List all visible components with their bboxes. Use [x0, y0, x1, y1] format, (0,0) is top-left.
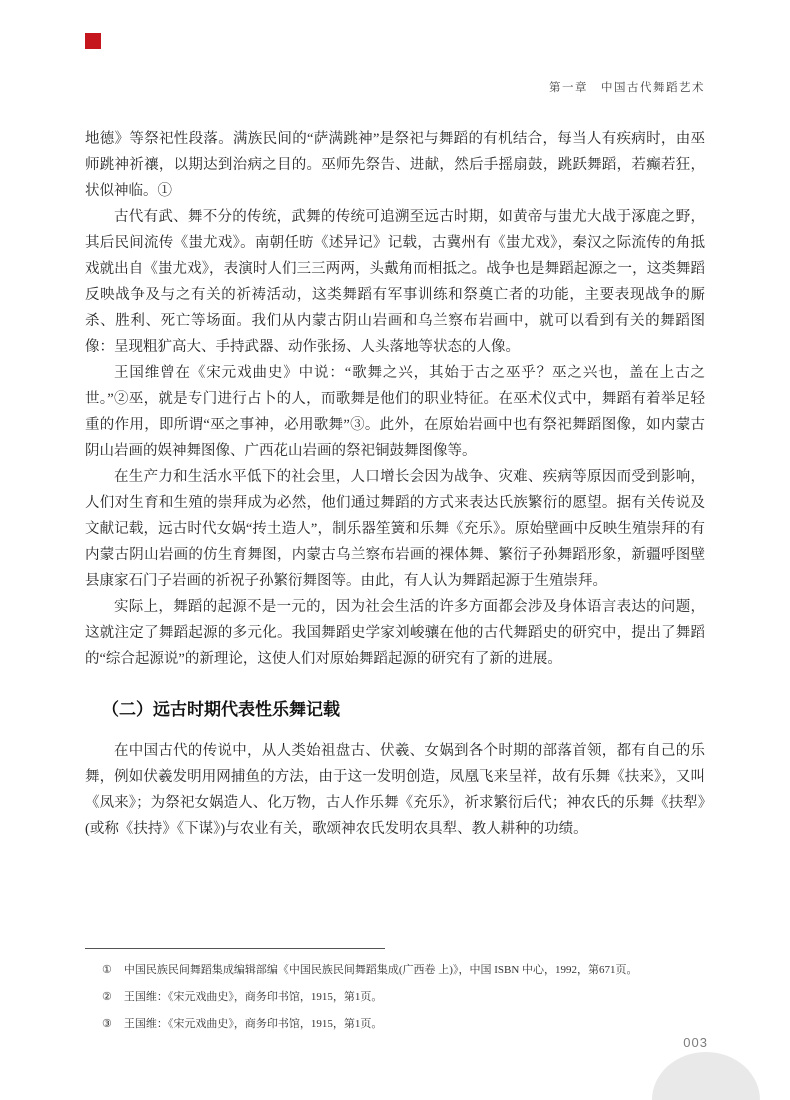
footnote-text: 中国民族民间舞蹈集成编辑部编《中国民族民间舞蹈集成(广西卷 上)》，中国 ISBN 中心，1992，第671页。: [123, 964, 638, 976]
body-paragraph: 地德》等祭祀性段落。满族民间的“萨满跳神”是祭祀与舞蹈的有机结合，每当人有疾病时，由巫师跳神祈禳，以期达到治病之目的。巫师先祭告、进献，然后手摇扇鼓，跳跃舞蹈，若癫若狂，状似神临。①: [85, 131, 705, 199]
body-paragraph: 在中国古代的传说中，从人类始祖盘古、伏羲、女娲到各个时期的部落首领，都有自己的乐舞，例如伏羲发明用网捕鱼的方法，由于这一发明创造，凤凰飞来呈祥，故有乐舞《扶来》，又叫《凤来》；为祭祀女娲造人、化万物，古人作乐舞《充乐》，祈求繁衍后代；神农氏的乐舞《扶犁》(或称《扶持》《下谋》)与农业有关，歌颂神农氏发明农具犁、教人耕种的功绩。: [85, 742, 705, 837]
running-head: 第一章 中国古代舞蹈艺术: [549, 82, 705, 94]
decorative-corner-circle: [652, 1052, 760, 1100]
body-paragraph: 在生产力和生活水平低下的社会里，人口增长会因为战争、灾难、疾病等原因而受到影响，人们对生育和生殖的崇拜成为必然，他们通过舞蹈的方式来表达氏族繁衍的愿望。据有关传说及文献记载，远古时代女娲“抟土造人”，制乐器笙簧和乐舞《充乐》。原始壁画中反映生殖崇拜的有内蒙古阴山岩画的仿生育舞图，内蒙古乌兰察布岩画的裸体舞、繁衍子孙舞蹈形象，新疆呼图壁县康家石门子岩画的祈祝子孙繁衍舞图等。由此，有人认为舞蹈起源于生殖崇拜。: [85, 469, 705, 589]
page-content: [85, 126, 705, 842]
section-heading: （二）远古时期代表性乐舞记载: [102, 700, 340, 719]
footnote-item: [85, 1016, 705, 1032]
footnote-divider: [85, 948, 385, 949]
body-paragraph: 王国维曾在《宋元戏曲史》中说：“歌舞之兴，其始于古之巫乎？巫之兴也，盖在上古之世。”②巫，就是专门进行占卜的人，而歌舞是他们的职业特征。在巫术仪式中，舞蹈有着举足轻重的作用，即所谓“巫之事神，必用歌舞”③。此外，在原始岩画中也有祭祀舞蹈图像，如内蒙古阴山岩画的娱神舞图像、广西花山岩画的祭祀铜鼓舞图像等。: [85, 365, 705, 459]
footnote-item: [85, 989, 705, 1005]
footnote-item: [85, 962, 705, 978]
footnote-marker: ③: [102, 1018, 112, 1030]
footnote-text: 王国维：《宋元戏曲史》，商务印书馆，1915，第1页。: [123, 991, 383, 1003]
chapter-accent-square: [85, 33, 101, 49]
page-number: 003: [683, 1035, 708, 1050]
footnote-marker: ①: [102, 964, 112, 976]
footnotes-area: [85, 948, 705, 1043]
body-paragraph: 实际上，舞蹈的起源不是一元的，因为社会生活的许多方面都会涉及身体语言表达的问题，这就注定了舞蹈起源的多元化。我国舞蹈史学家刘峻骧在他的古代舞蹈史的研究中，提出了舞蹈的“综合起源说”的新理论，这使人们对原始舞蹈起源的研究有了新的进展。: [85, 599, 705, 667]
body-paragraph: 古代有武、舞不分的传统，武舞的传统可追溯至远古时期，如黄帝与蚩尤大战于涿鹿之野，其后民间流传《蚩尤戏》。南朝任昉《述异记》记载，古冀州有《蚩尤戏》，秦汉之际流传的角抵戏就出自《蚩尤戏》，表演时人们三三两两，头戴角而相抵之。战争也是舞蹈起源之一，这类舞蹈反映战争及与之有关的祈祷活动，这类舞蹈有军事训练和祭奠亡者的功能，主要表现战争的厮杀、胜利、死亡等场面。我们从内蒙古阴山岩画和乌兰察布岩画中，就可以看到有关的舞蹈图像：呈现粗犷高大、手持武器、动作张扬、人头落地等状态的人像。: [85, 209, 705, 355]
footnote-text: 王国维：《宋元戏曲史》，商务印书馆，1915，第1页。: [123, 1018, 383, 1030]
footnote-marker: ②: [102, 991, 112, 1003]
